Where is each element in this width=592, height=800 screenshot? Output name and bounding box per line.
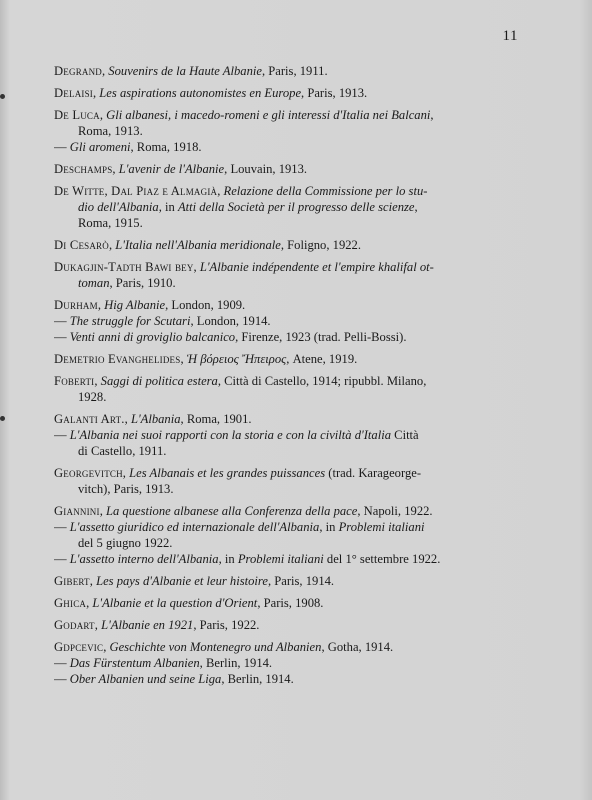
entry-text: — xyxy=(54,330,70,344)
entry-title: L'avenir de l'Albanie xyxy=(118,162,225,176)
entry-text: , Gotha, 1914. xyxy=(321,640,394,654)
entry-line xyxy=(54,503,516,519)
bibliography-entry xyxy=(54,63,516,79)
entry-author: De Witte, Dal Piaz e Almagià xyxy=(54,184,218,198)
entry-title: Problemi italiani xyxy=(237,552,324,566)
bibliography-entry xyxy=(54,617,516,633)
entry-line xyxy=(54,465,516,481)
entry-title: Das Fürstentum Albanien xyxy=(69,656,200,670)
bibliography-entry xyxy=(54,465,516,497)
entry-title: Gli albanesi, i macedo-romeni e gli interessi d'Italia nei Balcani xyxy=(106,108,431,122)
entry-title: Ober Albanien und seine Liga xyxy=(69,672,222,686)
entry-text: , xyxy=(99,108,107,122)
entry-title: Les aspirations autonomistes en Europe xyxy=(99,86,302,100)
entry-title: L'Albania xyxy=(130,412,181,426)
entry-text: , Roma, 1918. xyxy=(130,140,202,154)
entry-text: , xyxy=(193,260,200,274)
entry-line xyxy=(54,237,516,253)
entry-line xyxy=(54,259,516,275)
entry-author: Foberti xyxy=(54,374,95,388)
entry-line xyxy=(54,215,516,231)
entry-line xyxy=(54,481,516,497)
entry-author: Georgevitch xyxy=(54,466,123,480)
entry-title: Ἡ βόρειος Ἤπειρος xyxy=(186,352,287,366)
entry-author: Gdpcevic xyxy=(54,640,104,654)
entry-title: Gli aromeni xyxy=(69,140,131,154)
bibliography-entry xyxy=(54,639,516,687)
entry-text: , xyxy=(94,618,102,632)
entry-text: — xyxy=(54,520,70,534)
entry-text: — xyxy=(54,672,70,686)
bibliography-list xyxy=(54,63,516,693)
entry-text: , xyxy=(430,108,434,122)
entry-title: toman xyxy=(78,276,110,290)
page-number: 11 xyxy=(502,28,518,44)
entry-line xyxy=(54,655,516,671)
entry-line xyxy=(54,595,516,611)
entry-text: , xyxy=(414,200,418,214)
bibliography-entry xyxy=(54,259,516,291)
entry-title: L'Albanie en 1921 xyxy=(101,618,194,632)
entry-text: , Roma, 1901. xyxy=(180,412,252,426)
entry-line xyxy=(54,297,516,313)
bibliography-entry xyxy=(54,107,516,155)
entry-author: Gibert xyxy=(54,574,90,588)
entry-line xyxy=(54,313,516,329)
entry-text: , xyxy=(94,374,101,388)
entry-line xyxy=(54,351,516,367)
entry-text: , xyxy=(97,298,105,312)
entry-text: — xyxy=(54,428,70,442)
entry-line xyxy=(54,329,516,345)
entry-line xyxy=(54,427,516,443)
entry-author: Demetrio Evanghelides xyxy=(54,352,181,366)
entry-text: , Napoli, 1922. xyxy=(357,504,433,518)
entry-line xyxy=(54,551,516,567)
entry-line xyxy=(54,443,516,459)
entry-line xyxy=(54,411,516,427)
entry-text: Città xyxy=(391,428,419,442)
entry-text: del 5 giugno 1922. xyxy=(78,536,173,550)
entry-text: , Firenze, 1923 (trad. Pelli-Bossi). xyxy=(235,330,407,344)
entry-line xyxy=(54,519,516,535)
entry-text: , xyxy=(112,162,119,176)
entry-title: Atti della Società per il progresso delle scienze xyxy=(177,200,415,214)
entry-text: , Atene, 1919. xyxy=(286,352,358,366)
bibliography-entry xyxy=(54,411,516,459)
bibliography-entry xyxy=(54,237,516,253)
entry-title: Geschichte von Montenegro und Albanien xyxy=(109,640,322,654)
bibliography-entry xyxy=(54,297,516,345)
entry-title: Saggi di politica estera xyxy=(100,374,218,388)
entry-line xyxy=(54,123,516,139)
entry-line xyxy=(54,389,516,405)
entry-text: , Paris, 1908. xyxy=(257,596,324,610)
entry-title: La questione albanese alla Conferenza della pace xyxy=(105,504,358,518)
bibliography-entry xyxy=(54,183,516,231)
entry-text: , in xyxy=(218,552,238,566)
entry-text: , Foligno, 1922. xyxy=(280,238,361,252)
entry-text: , London, 1909. xyxy=(165,298,246,312)
entry-author: Dukagjin-Tadth Bawi bey xyxy=(54,260,194,274)
entry-author: Di Cesarò xyxy=(54,238,109,252)
entry-line xyxy=(54,373,516,389)
entry-author: Ghica xyxy=(54,596,87,610)
entry-line xyxy=(54,535,516,551)
entry-author: Delaisi xyxy=(54,86,93,100)
entry-title: L'assetto giuridico ed internazionale dell'Albania xyxy=(69,520,320,534)
entry-text: di Castello, 1911. xyxy=(78,444,167,458)
entry-line xyxy=(54,199,516,215)
entry-line xyxy=(54,161,516,177)
entry-text: , in xyxy=(319,520,339,534)
entry-text: , xyxy=(86,596,93,610)
bibliography-entry xyxy=(54,573,516,589)
bibliography-entry xyxy=(54,373,516,405)
entry-text: — xyxy=(54,140,70,154)
entry-title: Problemi italiani xyxy=(338,520,425,534)
entry-text: , in xyxy=(158,200,178,214)
entry-line xyxy=(54,639,516,655)
entry-text: — xyxy=(54,656,70,670)
entry-text: , Città di Castello, 1914; ripubbl. Milano, xyxy=(217,374,427,388)
entry-text: (trad. Karageorge- xyxy=(325,466,422,480)
entry-title: L'Italia nell'Albania meridionale xyxy=(115,238,281,252)
entry-title: Les pays d'Albanie et leur histoire xyxy=(96,574,268,588)
entry-author: Durham xyxy=(54,298,98,312)
entry-text: , Berlin, 1914. xyxy=(199,656,273,670)
entry-line xyxy=(54,107,516,123)
entry-text: , xyxy=(124,412,131,426)
entry-title: Souvenirs de la Haute Albanie xyxy=(108,64,262,78)
entry-text: , Berlin, 1914. xyxy=(221,672,294,686)
entry-line xyxy=(54,573,516,589)
entry-author: Galanti Art. xyxy=(54,412,125,426)
bibliography-entry xyxy=(54,503,516,567)
entry-title: L'Albania nei suoi rapporti con la storia e con la civiltà d'Italia xyxy=(69,428,392,442)
entry-author: Godart xyxy=(54,618,95,632)
entry-text: — xyxy=(54,314,70,328)
entry-title: L'Albanie et la question d'Orient xyxy=(92,596,258,610)
entry-line xyxy=(54,617,516,633)
entry-text: , Louvain, 1913. xyxy=(224,162,308,176)
entry-text: , London, 1914. xyxy=(190,314,271,328)
entry-text: , xyxy=(103,640,110,654)
entry-text: , xyxy=(217,184,224,198)
binding-mark xyxy=(0,94,5,99)
entry-line xyxy=(54,183,516,199)
entry-line xyxy=(54,139,516,155)
entry-author: Giannini xyxy=(54,504,100,518)
binding-mark xyxy=(0,416,5,421)
bibliography-entry xyxy=(54,351,516,367)
entry-text: , xyxy=(122,466,130,480)
entry-title: Relazione della Commissione per lo stu- xyxy=(223,184,428,198)
entry-text: , Paris, 1922. xyxy=(193,618,260,632)
bibliography-entry xyxy=(54,161,516,177)
entry-text: , xyxy=(89,574,97,588)
entry-text: — xyxy=(54,552,70,566)
entry-text: del 1° settembre 1922. xyxy=(323,552,441,566)
entry-text: , Paris, 1911. xyxy=(261,64,328,78)
entry-author: Deschamps xyxy=(54,162,113,176)
entry-title: L'assetto interno dell'Albania xyxy=(69,552,219,566)
entry-title: Venti anni di groviglio balcanico xyxy=(69,330,236,344)
entry-text: , xyxy=(180,352,187,366)
entry-title: dio dell'Albania xyxy=(78,200,159,214)
entry-title: The struggle for Scutari xyxy=(69,314,191,328)
entry-author: De Luca xyxy=(54,108,100,122)
entry-title: Hig Albanie xyxy=(104,298,166,312)
entry-text: , xyxy=(108,238,116,252)
entry-text: , xyxy=(99,504,106,518)
entry-text: , Paris, 1914. xyxy=(267,574,335,588)
bibliography-entry xyxy=(54,85,516,101)
entry-text: Roma, 1915. xyxy=(78,216,143,230)
entry-line xyxy=(54,85,516,101)
entry-text: 1928. xyxy=(78,390,107,404)
entry-title: Les Albanais et les grandes puissances xyxy=(129,466,326,480)
entry-text: vitch), Paris, 1913. xyxy=(78,482,174,496)
entry-text: , Paris, 1913. xyxy=(301,86,368,100)
entry-title: L'Albanie indépendente et l'empire khalifal ot- xyxy=(199,260,434,274)
entry-text: , xyxy=(102,64,109,78)
entry-line xyxy=(54,275,516,291)
bibliography-entry xyxy=(54,595,516,611)
entry-text: , Paris, 1910. xyxy=(109,276,176,290)
entry-line xyxy=(54,63,516,79)
entry-text: , xyxy=(93,86,100,100)
entry-text: Roma, 1913. xyxy=(78,124,143,138)
entry-line xyxy=(54,671,516,687)
entry-author: Degrand xyxy=(54,64,102,78)
